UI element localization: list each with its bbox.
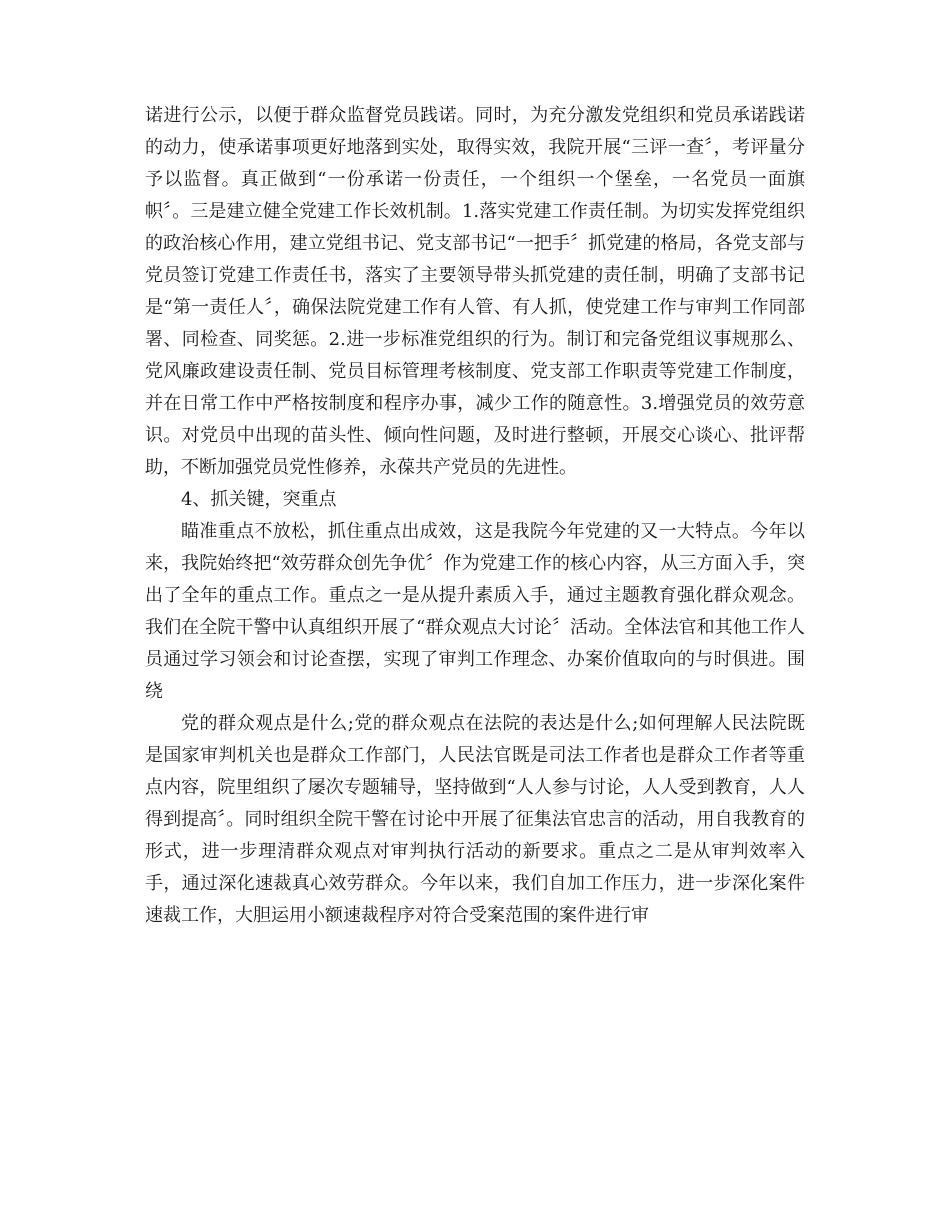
document-body bbox=[145, 100, 805, 932]
paragraph: 瞄准重点不放松，抓住重点出成效，这是我院今年党建的又一大特点。今年以来，我院始终把“效劳群众创先争优〞作为党建工作的核心内容，从三方面入手，突出了全年的重点工作。重点之一是从提升素质入手，通过主题教育强化群众观念。我们在全院干警中认真组织开展了“群众观点大讨论〞活动。全体法官和其他工作人员通过学习领会和讨论查摆，实现了审判工作理念、办案价值取向的与时俱进。围绕 bbox=[145, 521, 805, 702]
section-heading: 4、抓关键，突重点 bbox=[181, 489, 337, 510]
paragraph: 党的群众观点是什么;党的群众观点在法院的表达是什么;如何理解人民法院既是国家审判机关也是群众工作部门，人民法官既是司法工作者也是群众工作者等重点内容，院里组织了屡次专题辅导，坚持做到“人人参与讨论，人人受到教育，人人得到提高〞。同时组织全院干警在讨论中开展了征集法官忠言的活动，用自我教育的形式，进一步理清群众观点对审判执行活动的新要求。重点之二是从审判效率入手，通过深化速裁真心效劳群众。今年以来，我们自加工作压力，进一步深化案件速裁工作，大胆运用小额速裁程序对符合受案范围的案件进行审 bbox=[145, 713, 805, 926]
paragraph-continued: 诺进行公示，以便于群众监督党员践诺。同时，为充分激发党组织和党员承诺践诺的动力，使承诺事项更好地落到实处，取得实效，我院开展“三评一查〞，考评量分予以监督。真正做到“一份承诺一份责任，一个组织一个堡垒，一名党员一面旗帜〞。三是建立健全党建工作长效机制。1.落实党建工作责任制。为切实发挥党组织的政治核心作用，建立党组书记、党支部书记“一把手〞抓党建的格局，各党支部与党员签订党建工作责任书，落实了主要领导带头抓党建的责任制，明确了支部书记是“第一责任人〞，确保法院党建工作有人管、有人抓，使党建工作与审判工作同部署、同检查、同奖惩。2.进一步标准党组织的行为。制订和完备党组议事规那么、党风廉政建设责任制、党员目标管理考核制度、党支部工作职责等党建工作制度，并在日常工作中严格按制度和程序办事，减少工作的随意性。3.增强党员的效劳意识。对党员中出现的苗头性、倾向性问题，及时进行整顿，开展交心谈心、批评帮助，不断加强党员党性修养，永葆共产党员的先进性。 bbox=[145, 105, 805, 478]
